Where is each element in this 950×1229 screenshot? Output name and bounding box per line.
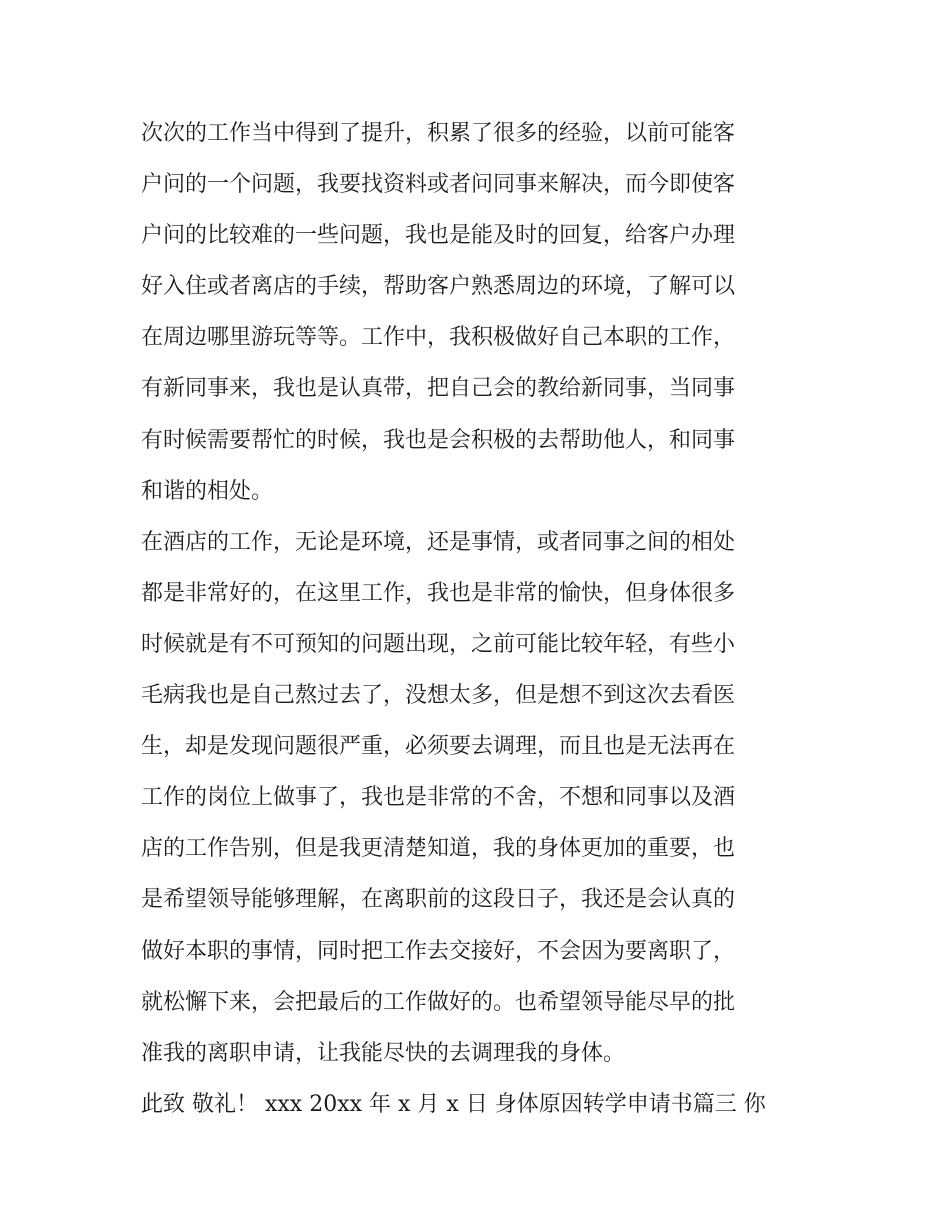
text-line: 生，却是发现问题很严重，必须要去调理，而且也是无法再在 <box>141 734 736 760</box>
text-line: 户问的比较难的一些问题，我也是能及时的回复，给客户办理 <box>141 223 736 249</box>
text-line: 有时候需要帮忙的时候，我也是会积极的去帮助他人，和同事 <box>141 427 736 453</box>
text-line: 工作的岗位上做事了，我也是非常的不舍，不想和同事以及酒 <box>141 785 736 811</box>
text-line: 时候就是有不可预知的问题出现，之前可能比较年轻，有些小 <box>141 631 736 657</box>
text-line: 就松懈下来，会把最后的工作做好的。也希望领导能尽早的批 <box>141 989 736 1015</box>
text-line: 店的工作告别，但是我更清楚知道，我的身体更加的重要，也 <box>141 836 736 862</box>
document-body <box>141 108 821 1130</box>
text-line: 和谐的相处。 <box>141 478 274 504</box>
text-line: 都是非常好的，在这里工作，我也是非常的愉快，但身体很多 <box>141 580 736 606</box>
text-line: 此致 敬礼！ xxx 20xx 年 x 月 x 日 身体原因转学申请书篇三 你 <box>141 1091 766 1117</box>
text-line: 在周边哪里游玩等等。工作中，我积极做好自己本职的工作， <box>141 325 736 351</box>
text-line: 准我的离职申请，让我能尽快的去调理我的身体。 <box>141 1040 626 1066</box>
text-line: 好入住或者离店的手续，帮助客户熟悉周边的环境，了解可以 <box>141 274 736 300</box>
text-line: 毛病我也是自己熬过去了，没想太多，但是想不到这次去看医 <box>141 683 736 709</box>
text-line: 次次的工作当中得到了提升，积累了很多的经验，以前可能客 <box>141 121 736 146</box>
text-line: 在酒店的工作，无论是环境，还是事情，或者同事之间的相处 <box>141 529 736 555</box>
text-line: 做好本职的事情，同时把工作去交接好，不会因为要离职了， <box>141 938 736 964</box>
text-line: 户问的一个问题，我要找资料或者问同事来解决，而今即使客 <box>141 172 736 198</box>
text-line: 有新同事来，我也是认真带，把自己会的教给新同事，当同事 <box>141 376 736 402</box>
text-line: 是希望领导能够理解，在离职前的这段日子，我还是会认真的 <box>141 887 736 913</box>
